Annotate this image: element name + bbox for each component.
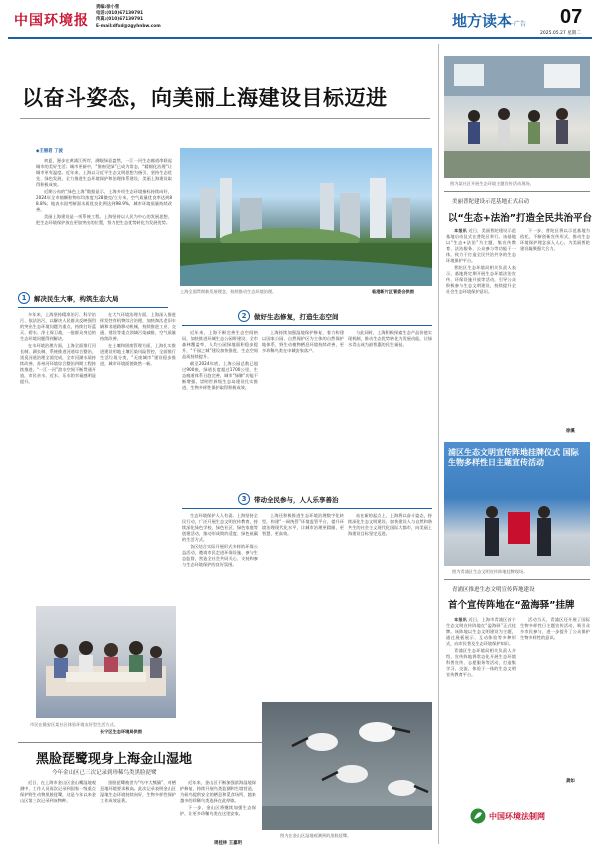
- ceremony-illustration: [444, 442, 590, 566]
- right-article-2-byline: 本报讯: [454, 617, 467, 622]
- masthead: [0, 0, 600, 36]
- masthead-rule: [8, 37, 592, 39]
- spoonbill-caption: 图为在金山区湿地观测到的黑脸琵鹭。: [280, 833, 352, 838]
- section-3-col-a: 生态环境保护人人有责。上海坚持全民行动，广泛开展生态文明宣传教育，持续深化绿色学校、绿色社区、绿色家庭等创建活动，推动形成简约适度、绿色低碳的生活方式。 各区结合实际开展形式多样的环保公益活动，邀请市民走进环保设施、参与生态监督，营造全社会共同关心、支持和参与生态环境保护的良好氛围。: [182, 513, 258, 567]
- right-column-divider: [438, 44, 439, 844]
- footer-logo: [470, 808, 545, 824]
- footer-logo-text: 中国环境法制网: [489, 811, 545, 821]
- top-photo-caption: 上海全面贯彻新发展理念，持续推动生态环境治理。: [180, 289, 277, 294]
- section-1-number: 1: [18, 292, 30, 304]
- newspaper-logo: 中国环境报: [14, 13, 89, 29]
- main-lead: 初夏，漫步在黄浦江两岸，满眼绿意盎然，一江一河生态廊道串联起城市的美好生活；城市更新中，“推窗见绿”已成为常态，“精细化治理”让城市更有温度。近年来，上海以习近平生态文明思想为指引，坚持生态优先、绿色发展，全力推进生态环境保护和治理体系建设，美丽上海建设取得积极成效。 近期公布的“绿色上海”数据显示，上海多项生态环境指标持续向好，2024年全市细颗粒物年均浓度为28微克/立方米，空气质量优良率达到88.8%；地表水国考断面水质优良比例达到98.9%，城市环境质量持续改善。 美丽上海建设是一项系统工程。上海坚持以人民为中心的发展思想，把生态环境保护放在更加突出的位置，努力把生态优势转化为发展优势。: [36, 158, 172, 225]
- section-3-rule: [182, 508, 432, 509]
- right-article-2-col-b: 活动当天，青浦区还开展了国际生物多样性日主题宣传活动，吸引众多市民参与，进一步提升了公众保护生物多样性的意识。: [520, 617, 590, 640]
- right-article-1-byline: 本报讯: [454, 228, 467, 233]
- right-article-1-kicker: 美丽普陀建设示范基地正式启动: [452, 199, 530, 205]
- section-2-col-a: 近年来，上海不断完善生态空间格局，加快推进环城生态公园带建设，全市森林覆盖率、人均公园绿地面积稳步提升，“千园之城”建设加快推进，生态空间品质持续提升。 截至2024年底，上海公园总数已超过900座，绿道长度超过1700公里，生态廊道体系日趋完善，城市“绿肺”功能不断增强。崇明世界级生态岛建设扎实推进，生物多样性保护取得积极成效。: [182, 330, 258, 390]
- bottom-col-b: 黑脸琵鹭被誉为“鸟中大熊猫”，对栖息地环境要求极高。此次记录表明金山区湿地生态环境持续向好，生物多样性保护工作成效显著。: [100, 780, 176, 803]
- community-activity-photo: [36, 606, 176, 718]
- section-2-col-c: 与此同时，上海积极探索生态产品价值实现机制，推动生态优势转化为发展动能，让绿水青山成为最普惠的民生福祉。: [348, 330, 432, 347]
- skyline-illustration: [180, 148, 432, 286]
- right-article-1-headline: 以“生态+法治”打造全民共治平台: [448, 213, 592, 224]
- right-article-1-col-a: 本报讯 近日，美丽普陀建设示范基地启动仪式在普陀区举行。该基地以“生态+法治”为主题，集宣传教育、法治服务、公众参与等功能于一体，致力于打造全民共治共享的生态环境保护平台。 普陀区生态环境局相关负责人表示，基地将定期开展生态环境法治宣传、环保设施开放等活动，引导公众积极参与生态文明建设，持续提升全社会生态环境保护意识。: [446, 228, 516, 294]
- bottom-credit: 周桂林 王嘉玥: [214, 841, 242, 846]
- issue-date: 2025.05.27 星期二: [540, 31, 581, 36]
- headline-rule: [20, 118, 430, 119]
- plaque-ceremony-photo: [444, 442, 590, 566]
- section-3-col-b: 上海还积极推进生态环境治理数字化转型，构建“一网统管”环境监管平台，提升环境治理现代化水平，让城市治理更精细、更智慧、更高效。: [262, 513, 344, 536]
- main-headline: 以奋斗姿态，向美丽上海建设目标迈进: [22, 86, 388, 110]
- right-article-2-col-a: 本报讯 近日，上海市青浦区首个生态文明宣传阵地在“盈海驿”正式挂牌。该阵地以生态文明建设为主题，通过展板展示、互动体验等多种形式，向市民普及生态环境保护知识。 青浦区生态环境局相关负责人介绍，宣传阵地将常态化开展生态环境科普宣传、志愿服务等活动，打造集学习、交流、体验于一体的生态文明宣传教育平台。: [446, 617, 516, 677]
- right-article-2-headline: 首个宣传阵地在“盈海驿”挂牌: [448, 600, 575, 611]
- leaf-logo-icon: [470, 808, 486, 824]
- right-article-1-rule: [444, 191, 590, 192]
- section-2-rule: [182, 325, 432, 326]
- bottom-subhead: 今年金山区已三次记录到珍稀鸟类黑脸琵鹭: [52, 770, 157, 776]
- plaque-photo-caption: 图为青浦区生态文明宣传阵地挂牌现场。: [452, 569, 528, 574]
- section-1-col-b: 在大气环境治理方面，上海深入推进挥发性有机物综合治理，加快淘汰老旧车辆和非道路移动机械，持续推进工业、交通、建设等重点领域污染减排，空气质量持续改善。 在土壤和固废管理方面，上海扎实推进建设用地土壤污染风险管控，全面推行生活垃圾分类，“无废城市”建设稳步推进，城市环境面貌焕然一新。: [100, 312, 176, 366]
- main-author: ◆王丽君 丁波: [36, 149, 63, 154]
- event-illustration: [444, 56, 590, 178]
- bottom-col-c: 近年来，金山区不断加强滨海湿地保护修复，持续开展鸟类监测和生境营造，为候鸟提供安全的栖息和觅食场所，越来越多的珍稀鸟类选择在此停歇。 下一步，金山区将继续加强生态保护，让更多珍稀鸟类在这里安家。: [180, 780, 256, 816]
- people-illustration: [36, 606, 176, 718]
- info-fax: 传真:(010)67139791: [96, 17, 144, 23]
- masthead-info: [96, 5, 161, 30]
- section-1-title: 解决民生大事，构筑生态大局: [34, 294, 119, 303]
- section-2-number: 2: [238, 310, 250, 322]
- right-top-photo: [444, 56, 590, 178]
- right-article-1-col-b: 下一步，普陀区将以示范基地为依托，不断创新宣传形式，推动生态环境保护理念深入人心，为美丽普陀建设凝聚强大合力。: [520, 228, 590, 251]
- right-article-2-credit: 龚如: [566, 779, 575, 784]
- info-editor: 责编:徐小雪: [96, 5, 120, 10]
- section-2-heading: [238, 310, 428, 322]
- section-2-col-b: 上海持续加强湿地保护修复，着力构建以国家公园、自然保护区为主体的自然保护地体系，野生动植物栖息环境持续改善，更多珍稀鸟类在申城安家落户。: [262, 330, 344, 353]
- section-1-col-a: 多年来，上海坚持精准治污、科学治污、依法治污，以解决人民群众反映强烈的突出生态环境问题为重点，持续打好蓝天、碧水、净土保卫战，一批群众身边的生态环境问题得到解决。 在水环境治理方面，上海全面推行河长制、湖长制，系统推进河道综合整治，黑臭河道治理全面完成，全市河湖水质持续改善。苏州河环境综合整治四期工程持续推进，“一江一河”滨水空间不断贯通开放，市民亲水、近水、乐水的幸福感明显提升。: [20, 312, 96, 384]
- section-3-number: 3: [238, 493, 250, 505]
- section-3-col-c: 站在新的起点上，上海将以奋斗姿态，持续深化生态文明建设，加快建设人与自然和谐共生的社会主义现代化国际大都市，向美丽上海建设目标坚定迈进。: [348, 513, 432, 536]
- right-article-2-kicker: 青浦区推进生态文明宣传阵地建设: [452, 587, 535, 593]
- info-phone: 电话:(010)67139791: [96, 11, 144, 17]
- right-article-2-rule: [444, 579, 590, 580]
- section-1-photo-credit: 长宁区生态环境局供图: [100, 729, 142, 734]
- column-title: 地方读本·广告: [452, 12, 526, 30]
- section-1-rule: [18, 307, 168, 308]
- info-email: E-mail:dfxd@zgyhnbw.com: [96, 23, 161, 29]
- top-photo-credit: 临港新片区管委会供图: [372, 289, 414, 294]
- section-1-heading: [18, 292, 168, 304]
- section-3-heading: [238, 493, 428, 505]
- spoonbill-photo: [262, 702, 432, 830]
- right-article-1-credit: 徐溪: [566, 429, 575, 434]
- bottom-col-a: 近日，在上海市金山区金山嘴湿地观测中，工作人员再次记录到国家一级重点保护野生动物黑脸琵鹭，这是今年以来金山区第三次记录到该物种。: [20, 780, 96, 803]
- section-1-photo-caption: 市民在静安区某社区体验环境友好型生活方式。: [30, 722, 118, 727]
- bottom-headline: 黑脸琵鹭现身上海金山湿地: [36, 752, 193, 767]
- city-skyline-photo: [180, 148, 432, 286]
- section-2-title: 做好生态修复，打造生态空间: [254, 312, 339, 321]
- page-number: 07: [560, 6, 583, 28]
- section-3-title: 带动全民参与，人人乐享善治: [254, 495, 339, 504]
- banner-text: 浦区生态文明宣传阵地挂牌仪式 国际生物多样性日主题宣传活动: [448, 448, 579, 467]
- right-top-photo-caption: 图为某社区开展生态环境主题宣传活动现场。: [450, 181, 534, 186]
- birds-illustration: [262, 702, 432, 830]
